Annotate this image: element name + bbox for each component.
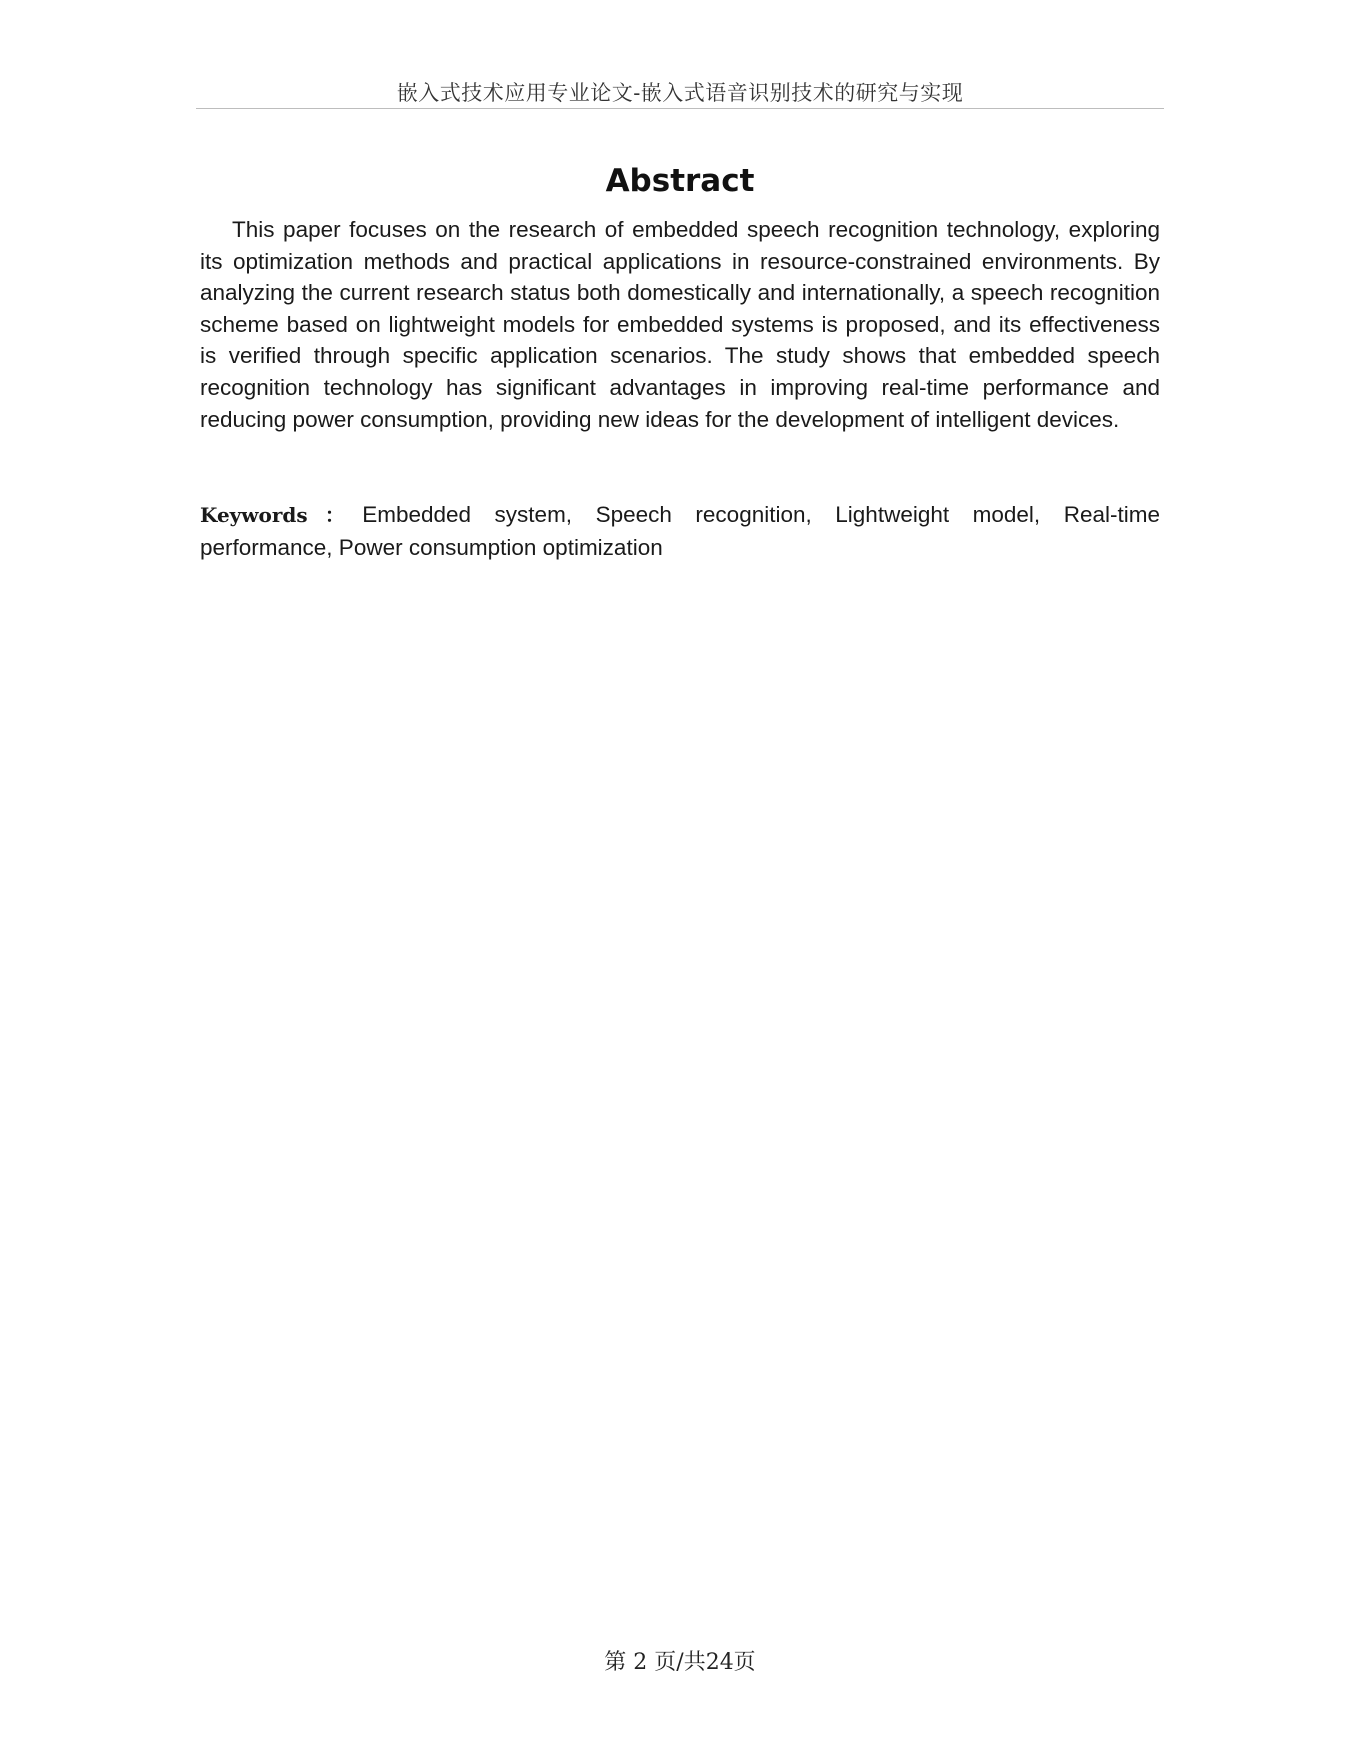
page-number: 第 2 页/共24页 [604, 1650, 756, 1675]
header-divider [196, 108, 1164, 109]
running-header: 嵌入式技术应用专业论文-嵌入式语音识别技术的研究与实现 [396, 81, 964, 105]
keywords-label: Keywords： [200, 503, 363, 527]
keywords-text: Embedded system, Speech recognition, Lightweight model, Real-time performance, Power consumption optimization [200, 502, 1160, 560]
abstract-body: This paper focuses on the research of embedded speech recognition technology, exploring its optimization methods and practical applications in resource-constrained environments. By analyzing the current research status both domestically and internationally, a speech recognition scheme based on lightweight models for embedded systems is proposed, and its effectiveness is verified through specific application scenarios. The study shows that embedded speech recognition technology has significant advantages in improving real-time performance and reducing power consumption, providing new ideas for the development of intelligent devices. [200, 217, 1160, 432]
keywords-paragraph [200, 499, 1160, 563]
abstract-title: Abstract [605, 163, 755, 199]
